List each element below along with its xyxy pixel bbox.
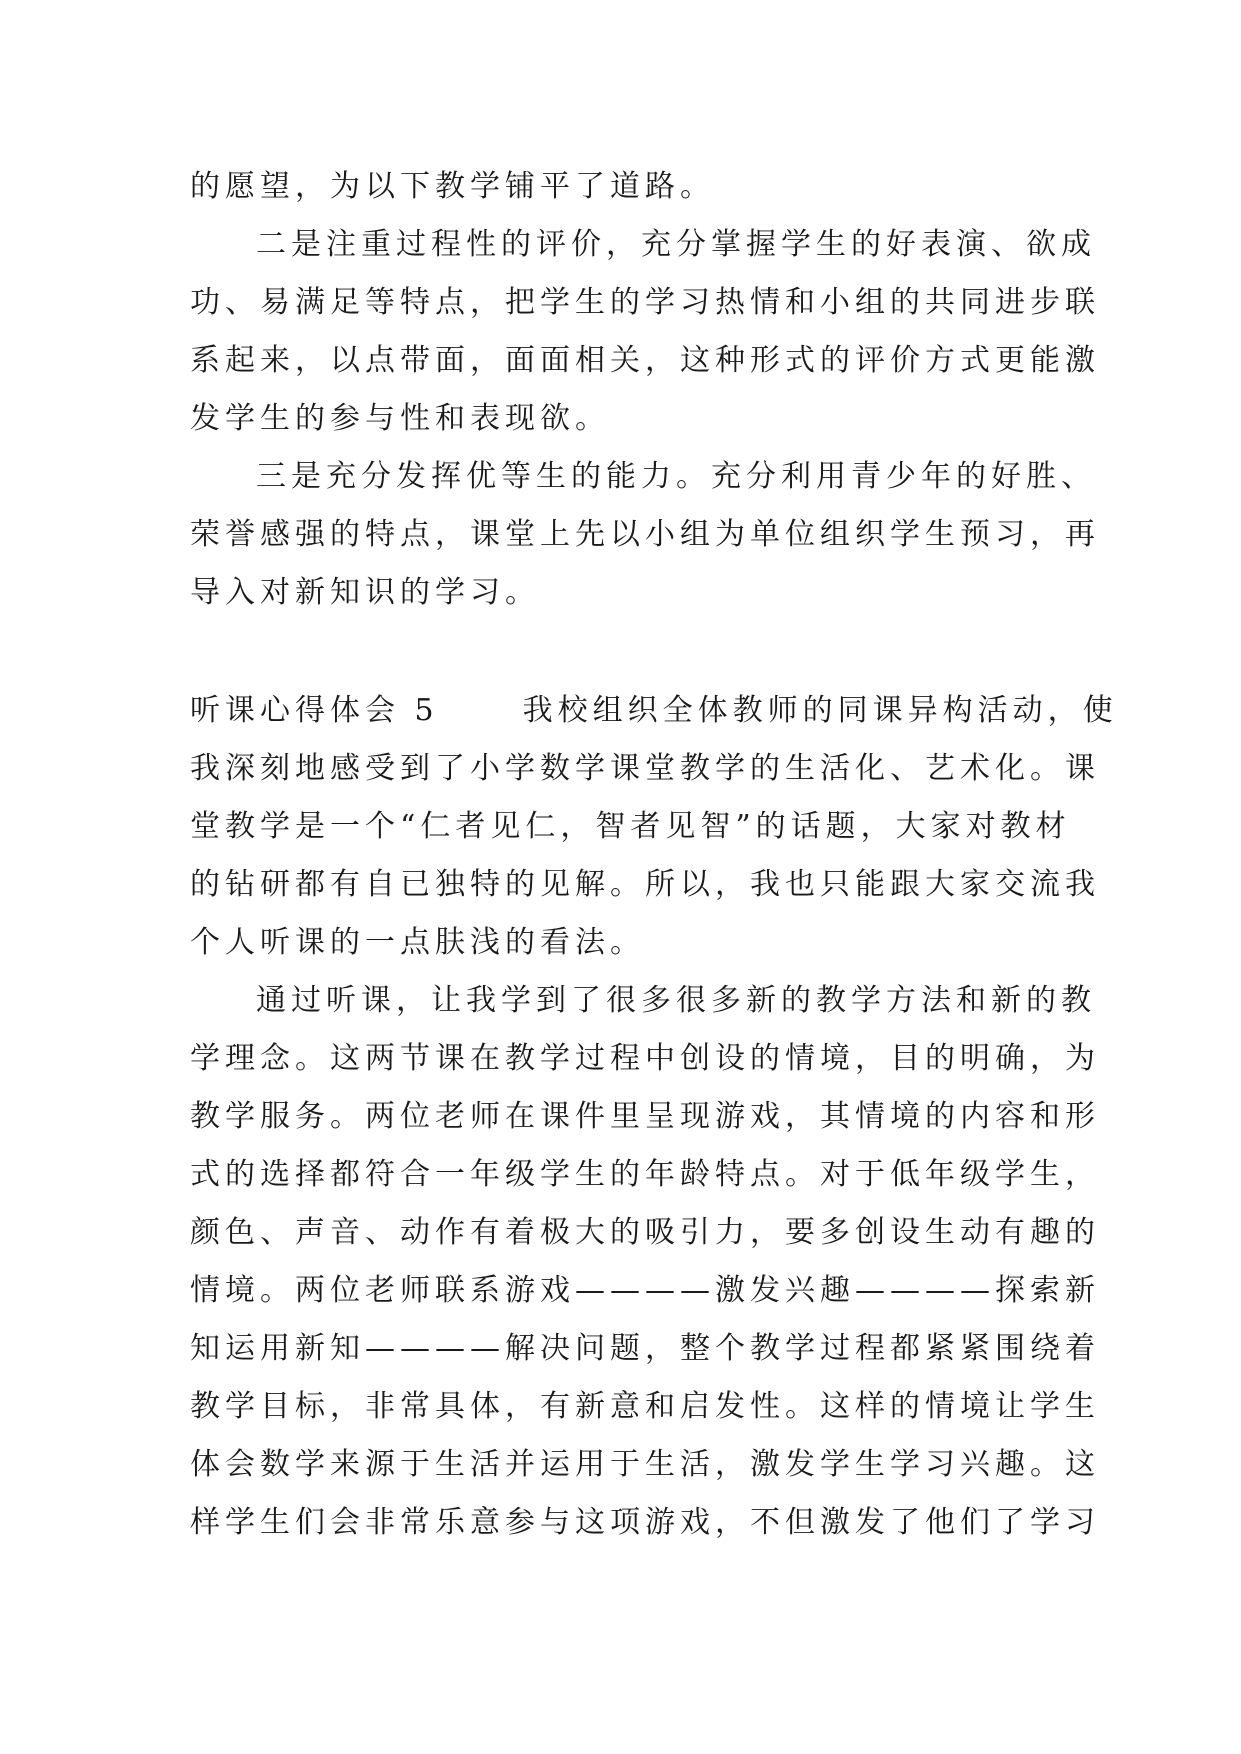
paragraph-line: 的钻研都有自已独特的见解。所以，我也只能跟大家交流我 <box>190 867 1100 902</box>
paragraph-line: 式的选择都符合一年级学生的年龄特点。对于低年级学生， <box>190 1157 1100 1192</box>
text-block-section-5 <box>190 682 1118 1552</box>
paragraph-line: 荣誉感强的特点，课堂上先以小组为单位组织学生预习，再 <box>190 517 1100 552</box>
paragraph-line: 我校组织全体教师的同课异构活动，使 <box>522 693 1118 728</box>
paragraph-line: 二是注重过程性的评价，充分掌握学生的好表演、欲成 <box>256 227 1096 262</box>
paragraph-line: 我深刻地感受到了小学数学课堂教学的生活化、艺术化。课 <box>190 751 1100 786</box>
paragraph-line: 颜色、声音、动作有着极大的吸引力，要多创设生动有趣的 <box>190 1215 1100 1250</box>
paragraph-line: 通过听课，让我学到了很多很多新的教学方法和新的教 <box>256 983 1096 1018</box>
paragraph-line: 系起来，以点带面，面面相关，这种形式的评价方式更能激 <box>190 343 1100 378</box>
section-first-line <box>190 682 1118 740</box>
paragraph-line: 样学生们会非常乐意参与这项游戏，不但激发了他们了学习 <box>190 1505 1100 1540</box>
paragraph-line: 学理念。这两节课在教学过程中创设的情境，目的明确，为 <box>190 1041 1100 1076</box>
paragraph-line: 体会数学来源于生活并运用于生活，激发学生学习兴趣。这 <box>190 1447 1100 1482</box>
paragraph-line: 导入对新知识的学习。 <box>190 575 540 610</box>
paragraph-line: 功、易满足等特点，把学生的学习热情和小组的共同进步联 <box>190 285 1100 320</box>
paragraph-line: 发学生的参与性和表现欲。 <box>190 401 610 436</box>
paragraph-line: 教学服务。两位老师在课件里呈现游戏，其情境的内容和形 <box>190 1099 1100 1134</box>
paragraph-line: 情境。两位老师联系游戏————激发兴趣————探索新 <box>190 1273 1100 1308</box>
paragraph-line: 教学目标，非常具体，有新意和启发性。这样的情境让学生 <box>190 1389 1100 1424</box>
paragraph-line: 个人听课的一点肤浅的看法。 <box>190 925 645 960</box>
section-heading: 听课心得体会 5 <box>190 693 439 728</box>
text-block-continued <box>190 158 1100 622</box>
paragraph-line: 堂教学是一个“仁者见仁，智者见智”的话题，大家对教材 <box>190 809 1071 844</box>
paragraph-line: 知运用新知————解决问题，整个教学过程都紧紧围绕着 <box>190 1331 1100 1366</box>
paragraph-line: 三是充分发挥优等生的能力。充分利用青少年的好胜、 <box>256 459 1096 494</box>
paragraph-line: 的愿望，为以下教学铺平了道路。 <box>190 169 715 204</box>
